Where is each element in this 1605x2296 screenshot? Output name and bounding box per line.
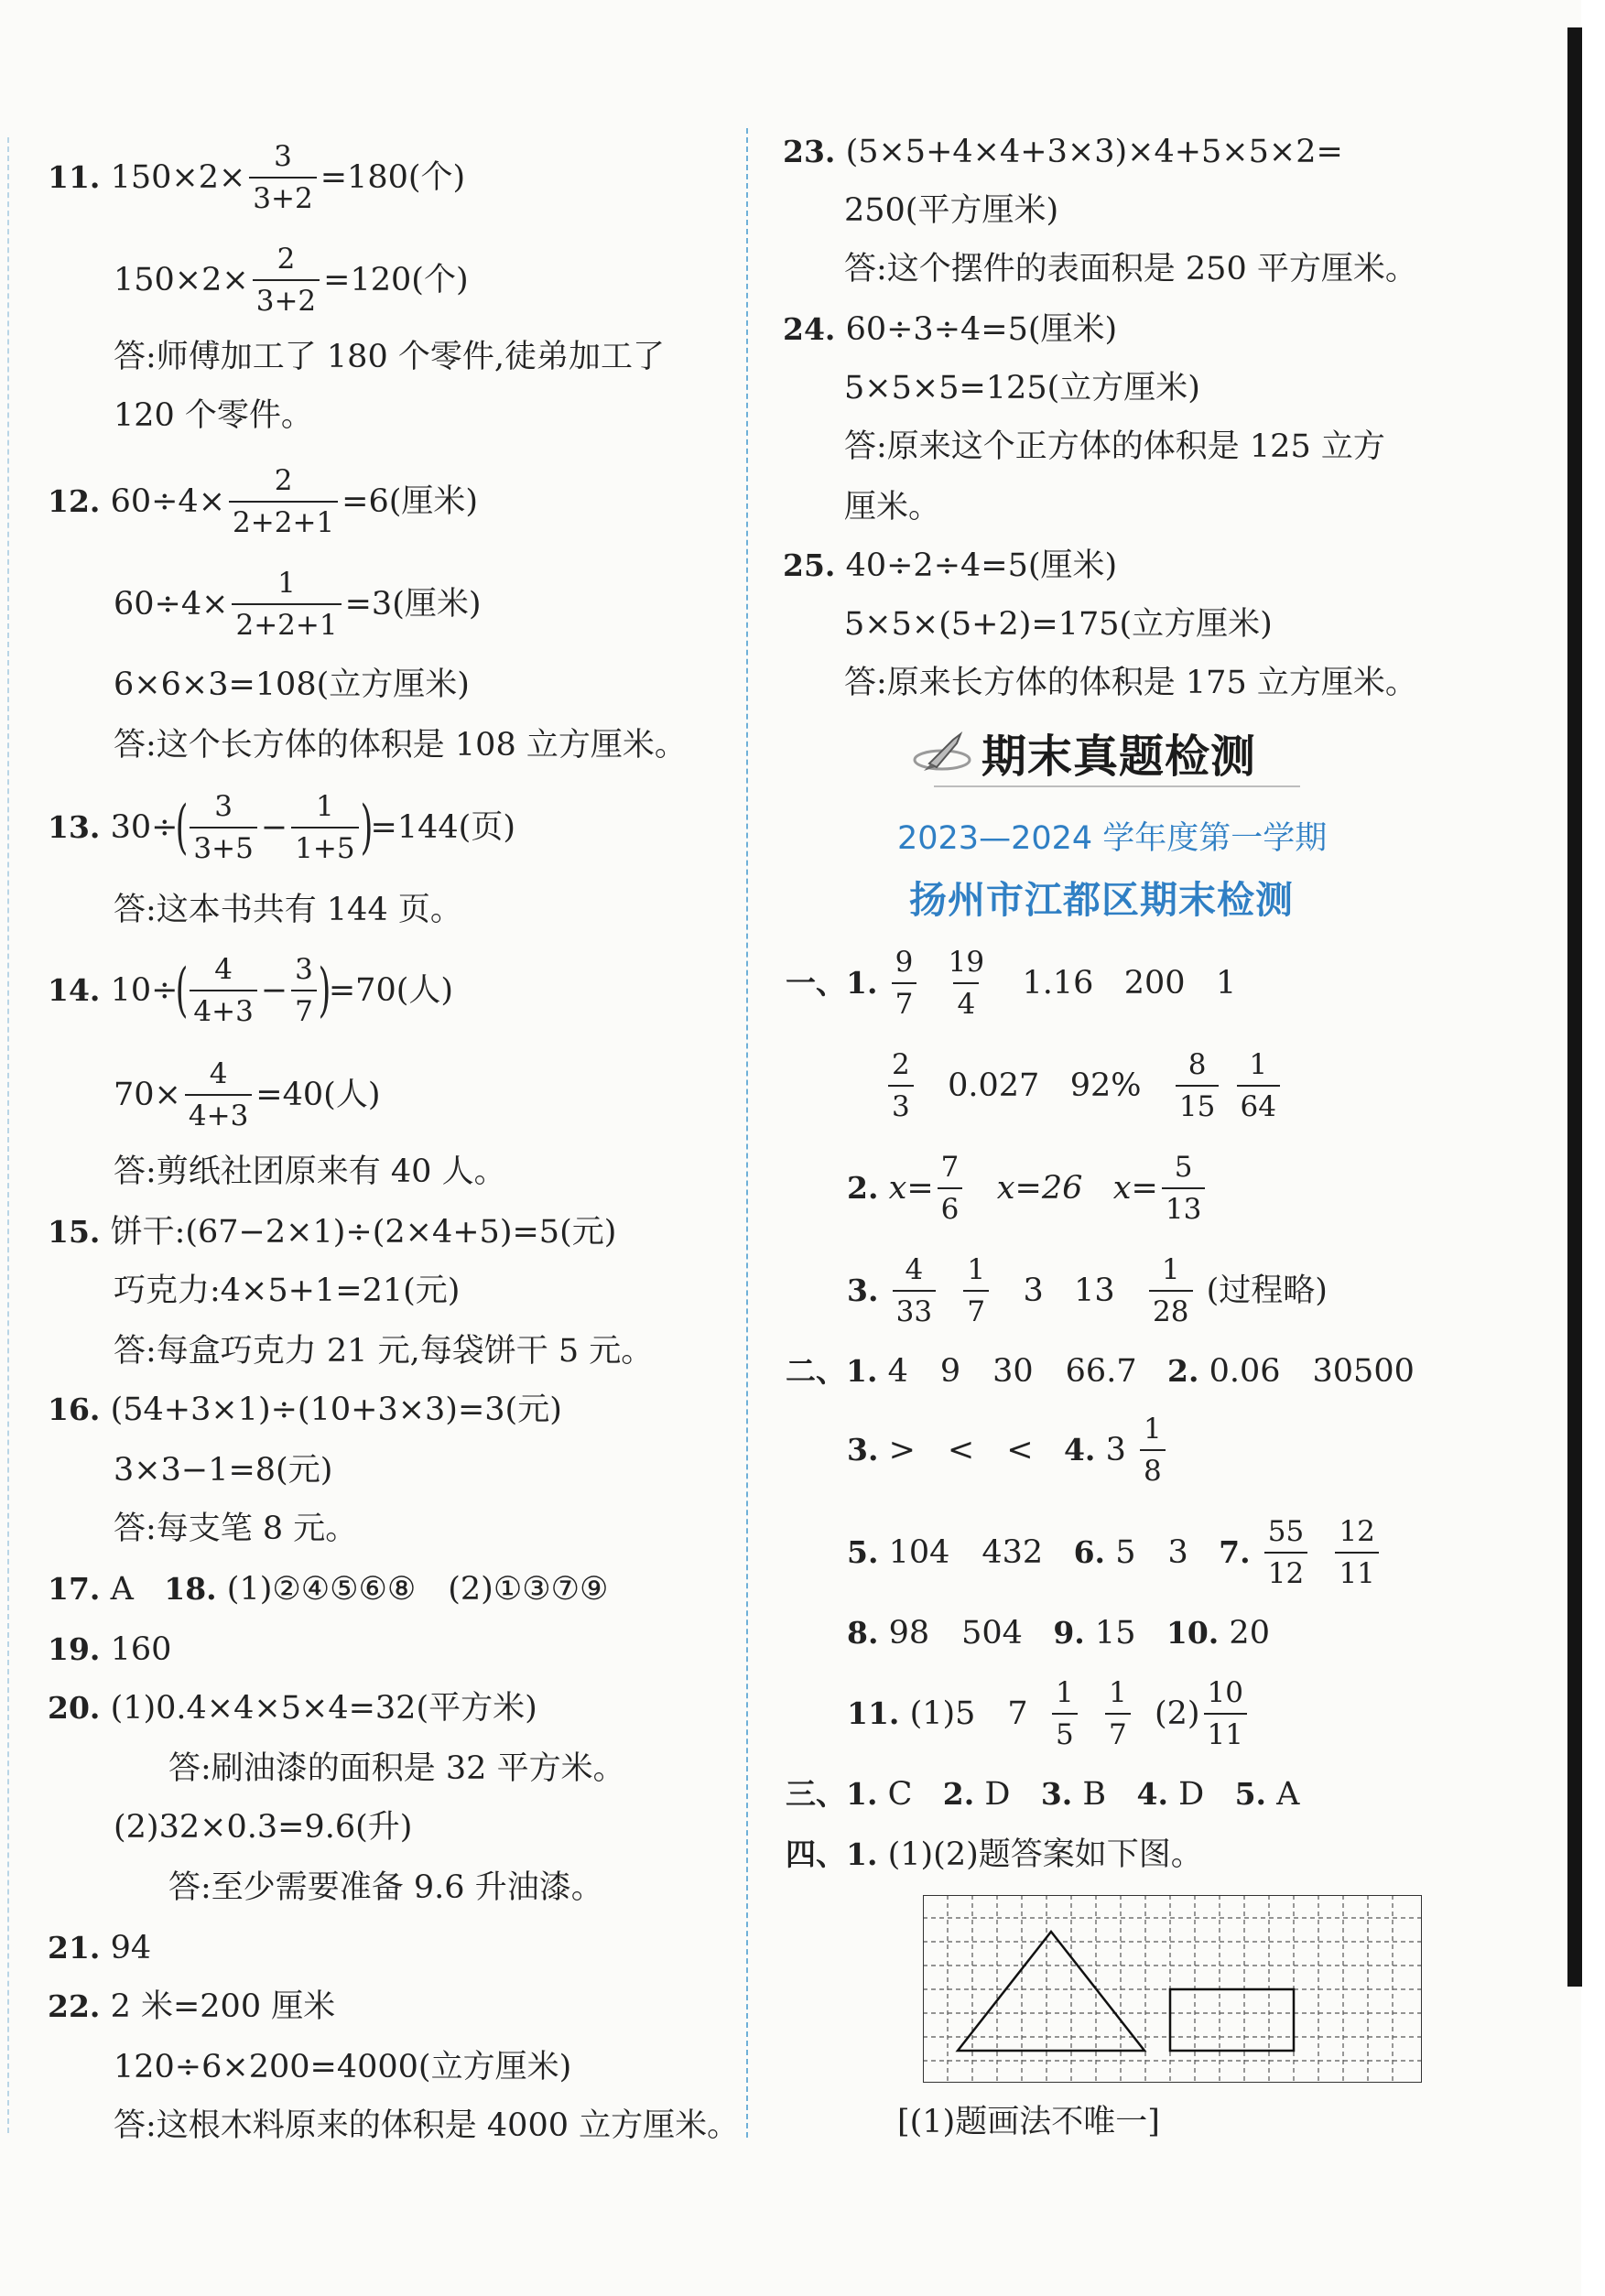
fraction: $\frac{3}{3+2}$ xyxy=(249,136,316,219)
p1-q1-line2: $\frac{2}{3}$ 0.027 92% $\frac{8}{15}$ $\frac{1}{64}$ xyxy=(884,1064,1284,1108)
q12-line2: 60÷4× $\frac{1}{2+2+1}$ =3(厘米) xyxy=(114,582,482,626)
q22-line1: 22. 2 米=200 厘米 xyxy=(48,1988,336,2025)
q13-line1: 13. 30÷ ( $\frac{3}{3+5}$ − $\frac{1}{1+5}$ ) =144(页) xyxy=(48,806,515,850)
q11-line2: 150×2× $\frac{2}{3+2}$ =120(个) xyxy=(114,258,469,302)
q23-line1: 23. (5×5+4×4+3×3)×4+5×5×2= xyxy=(783,134,1343,170)
q14-answer: 答:剪纸社团原来有 40 人。 xyxy=(114,1153,506,1190)
p2-line4: 8. 98 504 9. 15 10. 20 xyxy=(847,1615,1270,1652)
figure-caption: [(1)题画法不唯一] xyxy=(897,2104,1160,2140)
q23-line2: 250(平方厘米) xyxy=(844,192,1059,229)
q24-answer1: 答:原来这个正方体的体积是 125 立方 xyxy=(844,428,1385,465)
p4-line: 四、 1. (1)(2)题答案如下图。 xyxy=(786,1836,1203,1873)
q22-answer: 答:这根木料原来的体积是 4000 立方厘米。 xyxy=(114,2107,740,2144)
q13-answer: 答:这本书共有 144 页。 xyxy=(114,892,462,928)
q16-line1: 16. (54+3×1)÷(10+3×3)=3(元) xyxy=(48,1392,562,1428)
p2-line2: 3. > < < 4. 3 $\frac{1}{8}$ xyxy=(847,1428,1169,1472)
q12-line3: 6×6×3=108(立方厘米) xyxy=(114,666,470,703)
title-underline xyxy=(934,785,1300,787)
p2-line5: 11. (1)5 7 $\frac{1}{5}$ $\frac{1}{7}$ (2) $\frac{10}{11}$ xyxy=(847,1692,1251,1736)
section-title: 期末真题检测 xyxy=(981,731,1257,783)
fraction: $\frac{4}{4+3}$ xyxy=(185,1054,252,1136)
rectangle-shape xyxy=(1170,1989,1294,2051)
q12-answer: 答:这个长方体的体积是 108 立方厘米。 xyxy=(114,727,687,764)
q25-line1: 25. 40÷2÷4=5(厘米) xyxy=(783,547,1118,584)
q25-answer: 答:原来长方体的体积是 175 立方厘米。 xyxy=(844,665,1417,701)
column-divider xyxy=(746,128,748,2138)
exam-region: 扬州市江都区期末检测 xyxy=(909,878,1294,922)
fraction: $\frac{3}{7}$ xyxy=(291,949,317,1032)
q11-answer1: 答:师傅加工了 180 个零件,徒弟加工了 xyxy=(114,339,665,375)
q20-line2: (2)32×0.3=9.6(升) xyxy=(114,1809,413,1846)
q24-answer2: 厘米。 xyxy=(844,489,941,525)
q23-answer: 答:这个摆件的表面积是 250 平方厘米。 xyxy=(844,251,1417,287)
q20-answer2: 答:至少需要准备 9.6 升油漆。 xyxy=(168,1869,603,1906)
fraction: $\frac{1}{1+5}$ xyxy=(291,786,358,869)
q14-line1: 14. 10÷ ( $\frac{4}{4+3}$ − $\frac{3}{7}$ ) =70(人) xyxy=(48,969,453,1013)
q24-line1: 24. 60÷3÷4=5(厘米) xyxy=(783,311,1118,348)
q17-18-line: 17. A 18. (1)②④⑤⑥⑧ (2)①③⑦⑨ xyxy=(48,1571,609,1608)
q21-line: 21. 94 xyxy=(48,1930,152,1966)
scan-edge-shadow xyxy=(1567,27,1582,1987)
q15-line1: 15. 饼干:(67−2×1)÷(2×4+5)=5(元) xyxy=(48,1214,617,1251)
fraction: $\frac{2}{3+2}$ xyxy=(253,239,320,321)
q25-line2: 5×5×(5+2)=175(立方厘米) xyxy=(844,606,1273,643)
p1-q2-line: 2. x= $\frac{7}{6}$ x=26 x= $\frac{5}{13}$ xyxy=(847,1166,1209,1210)
p3-line: 三、 1. C 2. D 3. B 4. D 5. A xyxy=(786,1776,1300,1813)
triangle-shape xyxy=(958,1932,1144,2051)
rocket-icon xyxy=(911,727,975,782)
q15-answer: 答:每盒巧克力 21 元,每袋饼干 5 元。 xyxy=(114,1333,654,1370)
p1-q1-line1: 一、 1. $\frac{9}{7}$ $\frac{19}{4}$ 1.16 200 1 xyxy=(786,961,1236,1005)
p1-q3-line: 3. $\frac{4}{33}$ $\frac{1}{7}$ 3 13 $\frac{1}{28}$ (过程略) xyxy=(847,1269,1328,1313)
q20-line1: 20. (1)0.4×4×5×4=32(平方米) xyxy=(48,1690,537,1727)
answer-grid-figure xyxy=(923,1895,1422,2083)
q16-line2: 3×3−1=8(元) xyxy=(114,1452,333,1489)
q11-line1: 11. 150×2× $\frac{3}{3+2}$ =180(个) xyxy=(48,156,465,200)
fraction: $\frac{1}{2+2+1}$ xyxy=(232,563,341,645)
fraction: $\frac{2}{2+2+1}$ xyxy=(229,460,338,543)
q24-line2: 5×5×5=125(立方厘米) xyxy=(844,370,1200,406)
p2-line1: 二、 1. 4 9 30 66.7 2. 0.06 30500 xyxy=(786,1353,1415,1390)
q14-line2: 70× $\frac{4}{4+3}$ =40(人) xyxy=(114,1073,380,1117)
p2-line3: 5. 104 432 6. 5 3 7. $\frac{55}{12}$ $\frac{12}{11}$ xyxy=(847,1531,1383,1575)
q19-line: 19. 160 xyxy=(48,1631,172,1668)
fraction: $\frac{4}{4+3}$ xyxy=(190,949,256,1032)
q16-answer: 答:每支笔 8 元。 xyxy=(114,1511,358,1547)
q22-line2: 120÷6×200=4000(立方厘米) xyxy=(114,2049,572,2085)
q11-answer2: 120 个零件。 xyxy=(114,397,313,434)
fraction: $\frac{3}{3+5}$ xyxy=(190,786,256,869)
exam-year: 2023—2024 学年度第一学期 xyxy=(897,820,1328,857)
left-margin-rule xyxy=(7,137,9,2133)
page-edge xyxy=(1581,0,1605,2296)
q12-line1: 12. 60÷4× $\frac{2}{2+2+1}$ =6(厘米) xyxy=(48,480,478,524)
q15-line2: 巧克力:4×5+1=21(元) xyxy=(114,1273,461,1309)
q20-answer1: 答:刷油漆的面积是 32 平方米。 xyxy=(168,1750,625,1787)
